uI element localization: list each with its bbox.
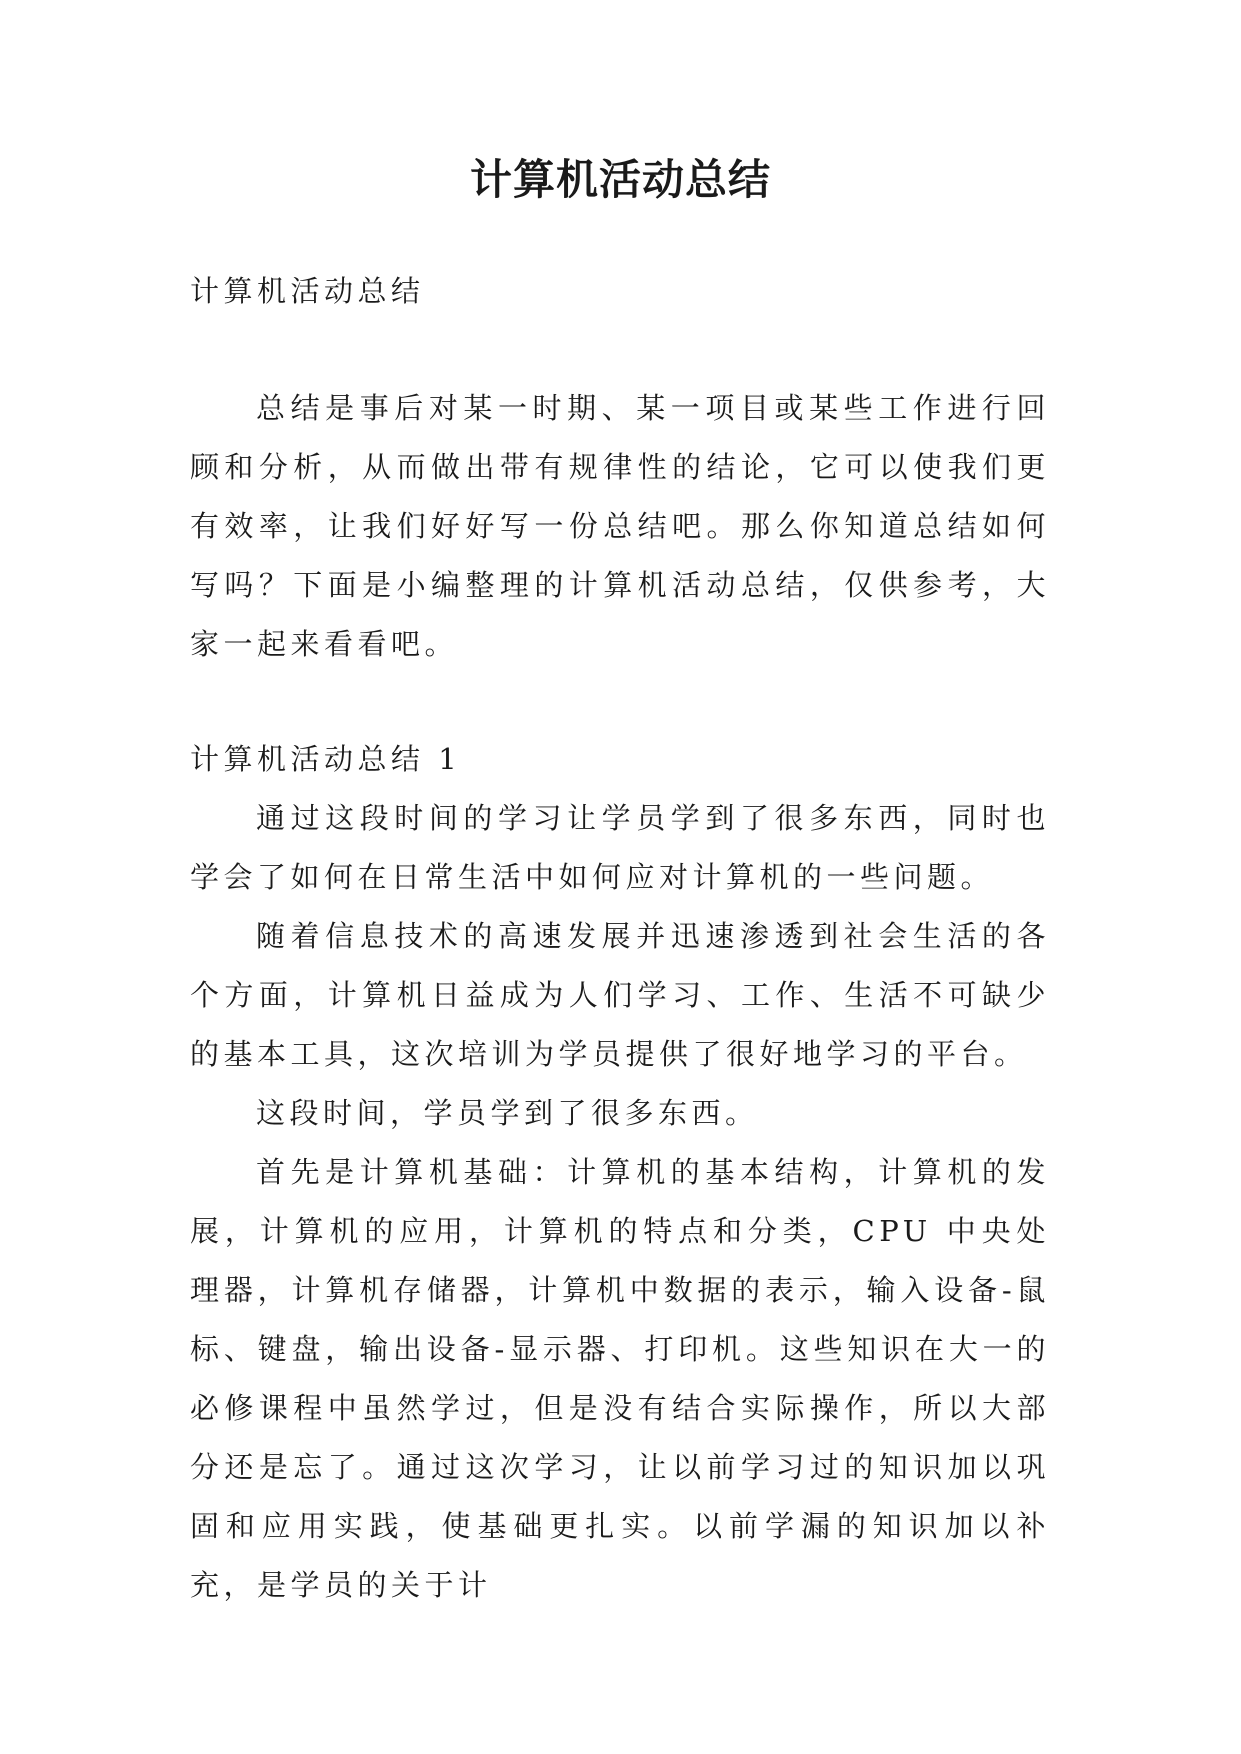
- document-title: 计算机活动总结: [469, 155, 771, 204]
- body-paragraph: 通过这段时间的学习让学员学到了很多东西，同时也学会了如何在日常生活中如何应对计算机的一些问题。: [190, 801, 1050, 894]
- body-paragraph: 首先是计算机基础：计算机的基本结构，计算机的发展，计算机的应用，计算机的特点和分类，CPU 中央处理器，计算机存储器，计算机中数据的表示，输入设备-鼠标、键盘，输出设备-显示器、打印机。这些知识在大一的必修课程中虽然学过，但是没有结合实际操作，所以大部分还是忘了。通过这次学习，让以前学习过的知识加以巩固和应用实践，使基础更扎实。以前学漏的知识加以补充，是学员的关于计: [190, 1155, 1050, 1602]
- body-paragraph: 这段时间，学员学到了很多东西。: [256, 1096, 759, 1130]
- document-subtitle: 计算机活动总结: [190, 274, 425, 308]
- body-paragraph: 随着信息技术的高速发展并迅速渗透到社会生活的各个方面，计算机日益成为人们学习、工作、生活不可缺少的基本工具，这次培训为学员提供了很好地学习的平台。: [190, 919, 1050, 1071]
- document-body: [190, 262, 1050, 1615]
- section-heading: 计算机活动总结 1: [190, 742, 462, 776]
- intro-paragraph: 总结是事后对某一时期、某一项目或某些工作进行回顾和分析，从而做出带有规律性的结论，它可以使我们更有效率，让我们好好写一份总结吧。那么你知道总结如何写吗？下面是小编整理的计算机活动总结，仅供参考，大家一起来看看吧。: [190, 391, 1050, 661]
